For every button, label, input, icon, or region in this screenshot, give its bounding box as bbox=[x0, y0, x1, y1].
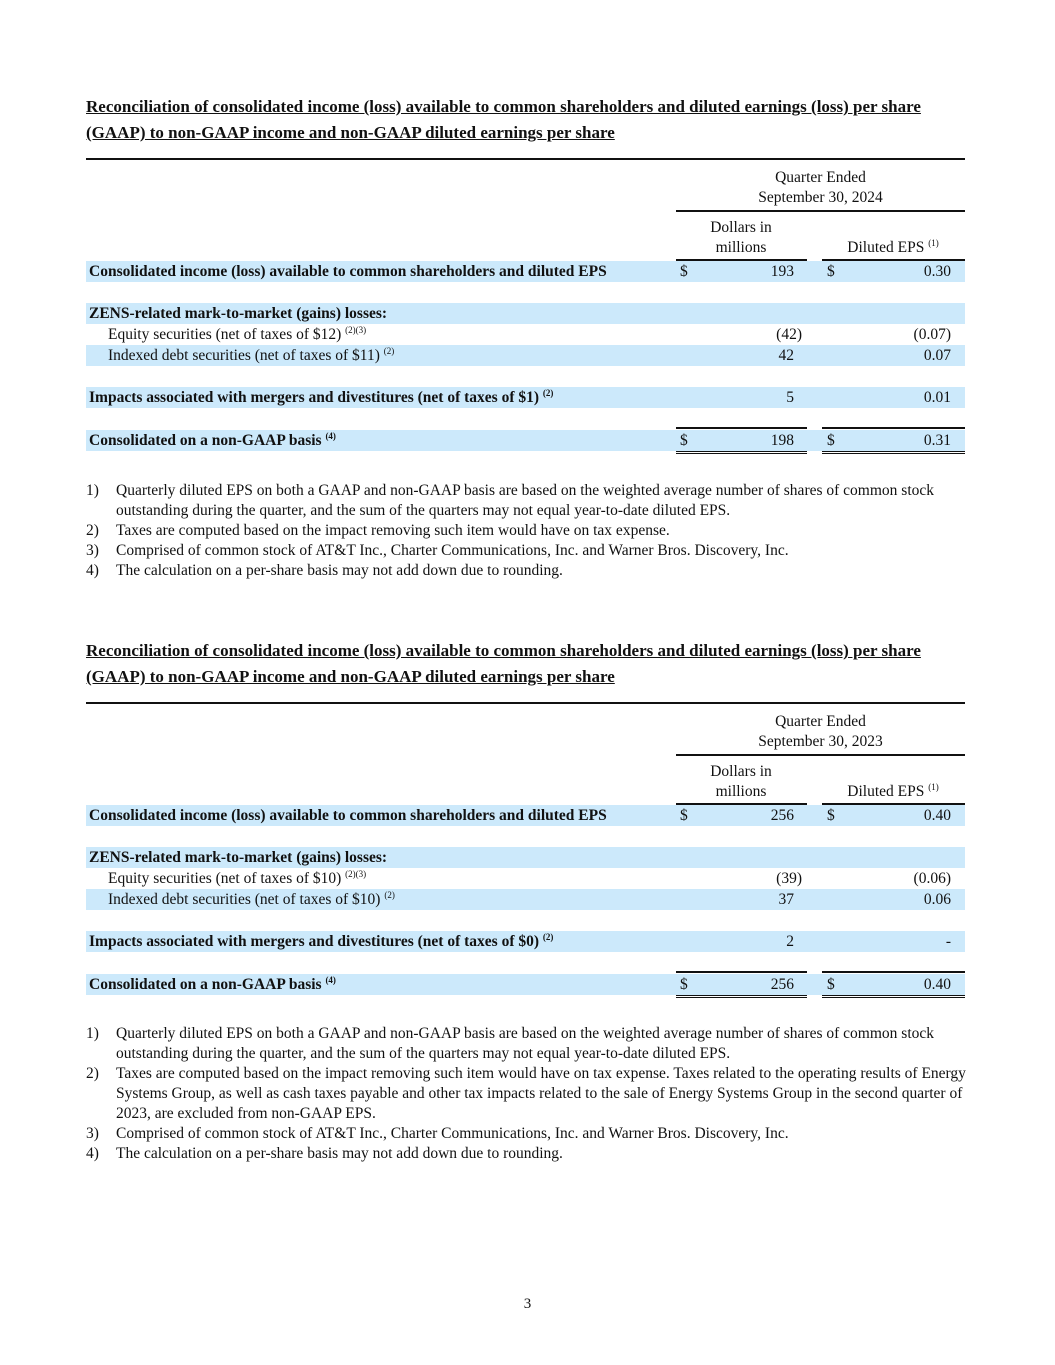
column-header-eps: Diluted EPS $^{(1)}$ bbox=[847, 782, 939, 800]
footnotes-2023 bbox=[86, 1024, 976, 1164]
footnote: 2) Taxes are computed based on the impact removing such item would have on tax expense. bbox=[86, 522, 670, 539]
page-number: 3 bbox=[523, 1296, 532, 1312]
table-row-mergers: Impacts associated with mergers and divestitures (net of taxes of $0) $^{(2)}$ 2 - bbox=[86, 931, 965, 952]
footnote: 3) Comprised of common stock of AT&T Inc., Charter Communications, Inc. and Warner Bros. Discovery, Inc. bbox=[86, 542, 789, 559]
total-double-rule-col1 bbox=[676, 995, 807, 998]
footnote: 4) The calculation on a per-share basis may not add down due to rounding. bbox=[86, 1145, 563, 1162]
table-row-equity: Equity securities (net of taxes of $12) $^{(2)(3)}$ (42) (0.07) bbox=[108, 325, 951, 343]
footnote: 2) Taxes are computed based on the impact removing such item would have on tax expense. Taxes related to the operating results of Energy Systems Group, as well as cash taxes payable and other tax impacts related to the sale of Energy Systems Group in the second quarter of 2023, are excluded from non-GAAP EPS. bbox=[86, 1065, 966, 1122]
footnote: 1) Quarterly diluted EPS on both a GAAP and non-GAAP basis are based on the weighted average number of shares of common stock outstanding during the quarter, and the sum of the quarters may not equal year-to-date diluted EPS. bbox=[86, 1025, 935, 1062]
footnotes-2024 bbox=[86, 481, 976, 581]
period-header: Quarter Ended September 30, 2023 bbox=[758, 713, 883, 750]
subtotal-rule-col2 bbox=[822, 427, 965, 429]
period-header: Quarter Ended September 30, 2024 bbox=[758, 169, 883, 206]
table-row-zens-header: ZENS-related mark-to-market (gains) losses: bbox=[86, 847, 965, 868]
total-double-rule-col2 bbox=[822, 451, 965, 454]
footnote: 1) Quarterly diluted EPS on both a GAAP and non-GAAP basis are based on the weighted average number of shares of common stock outstanding during the quarter, and the sum of the quarters may not equal year-to-date diluted EPS. bbox=[86, 482, 935, 519]
total-double-rule-col2 bbox=[822, 995, 965, 998]
total-double-rule-col1 bbox=[676, 451, 807, 454]
period-rule bbox=[676, 210, 965, 212]
section-title: Reconciliation of consolidated income (loss) available to common shareholders and diluted earnings (loss) per share (GAAP) to non-GAAP income and non-GAAP diluted earnings per share bbox=[86, 97, 921, 142]
table-row-zens-header: ZENS-related mark-to-market (gains) losses: bbox=[86, 303, 965, 324]
column-header-eps: Diluted EPS $^{(1)}$ bbox=[847, 238, 939, 256]
reconciliation-table bbox=[86, 704, 965, 1004]
table-row-consolidated: Consolidated income (loss) available to common shareholders and diluted EPS $ 256 $ 0.40 bbox=[86, 805, 965, 826]
reconciliation-table bbox=[86, 160, 965, 460]
footnote: 3) Comprised of common stock of AT&T Inc., Charter Communications, Inc. and Warner Bros. Discovery, Inc. bbox=[86, 1125, 789, 1142]
table-row-consolidated: Consolidated income (loss) available to common shareholders and diluted EPS $ 193 $ 0.30 bbox=[86, 261, 965, 282]
table-row-equity: Equity securities (net of taxes of $10) $^{(2)(3)}$ (39) (0.06) bbox=[108, 869, 951, 887]
table-row-mergers: Impacts associated with mergers and divestitures (net of taxes of $1) $^{(2)}$ 5 0.01 bbox=[86, 387, 965, 408]
footnote: 4) The calculation on a per-share basis may not add down due to rounding. bbox=[86, 562, 563, 579]
reconciliation-section-2024 bbox=[86, 94, 965, 460]
subtotal-rule-col1 bbox=[676, 427, 807, 429]
period-rule bbox=[676, 754, 965, 756]
column-header-dollars: Dollars in millions bbox=[710, 763, 772, 800]
reconciliation-section-2023 bbox=[86, 638, 965, 1004]
column-header-dollars: Dollars in millions bbox=[710, 219, 772, 256]
table-row-indexed-debt: Indexed debt securities (net of taxes of $10) $^{(2)}$ 37 0.06 bbox=[86, 889, 965, 910]
subtotal-rule-col2 bbox=[822, 971, 965, 973]
table-row-non-gaap: Consolidated on a non-GAAP basis $^{(4)}$ $ 256 $ 0.40 bbox=[86, 974, 965, 995]
table-row-non-gaap: Consolidated on a non-GAAP basis $^{(4)}$ $ 198 $ 0.31 bbox=[86, 430, 965, 451]
subtotal-rule-col1 bbox=[676, 971, 807, 973]
section-title: Reconciliation of consolidated income (loss) available to common shareholders and diluted earnings (loss) per share (GAAP) to non-GAAP income and non-GAAP diluted earnings per share bbox=[86, 641, 921, 686]
table-row-indexed-debt: Indexed debt securities (net of taxes of $11) $^{(2)}$ 42 0.07 bbox=[86, 345, 965, 366]
